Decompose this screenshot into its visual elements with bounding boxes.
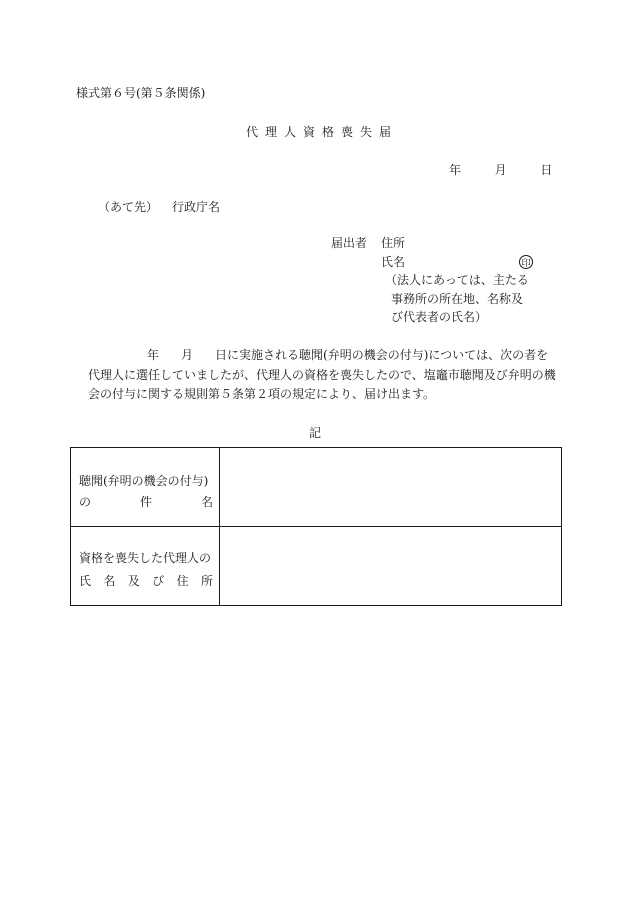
- records-table: [70, 447, 562, 606]
- notifier-label: 届出者: [331, 236, 368, 250]
- corporate-note-line: （法人にあっては、主たる: [385, 273, 529, 287]
- label-char: 住: [176, 574, 189, 588]
- label-char: 件: [139, 495, 152, 509]
- label-char: 及: [127, 574, 140, 588]
- ki-heading: 記: [309, 426, 322, 440]
- corporate-note-line: 事務所の所在地、名称及: [391, 292, 524, 306]
- addressee-name: 行政庁名: [172, 200, 221, 214]
- body-month: 月: [181, 348, 194, 362]
- body-paragraph-line: 代理人に選任していましたが、代理人の資格を喪失したので、塩竈市聴聞及び弁明の機: [88, 368, 556, 382]
- case-name-label-line1: 聴聞(弁明の機会の付与): [79, 474, 209, 488]
- name-label: 氏名: [381, 255, 406, 269]
- label-char: 氏: [79, 574, 92, 588]
- body-year: 年: [147, 348, 160, 362]
- agent-label-line1: 資格を喪失した代理人の: [79, 551, 212, 565]
- case-name-label-cell: [71, 448, 220, 527]
- label-char: 名: [200, 495, 213, 509]
- body-paragraph-line: [147, 349, 548, 361]
- addressee-prefix: （あて先）: [98, 200, 159, 214]
- body-line1-rest: 日に実施される聴聞(弁明の機会の付与)については、次の者を: [215, 348, 549, 362]
- date-day: 日: [540, 163, 553, 177]
- date-year: 年: [449, 163, 462, 177]
- date-row: [449, 164, 552, 176]
- label-char: 名: [103, 574, 116, 588]
- table-row: [71, 448, 562, 527]
- corporate-note-line: び代表者の氏名）: [391, 310, 488, 324]
- form-number: 様式第６号(第５条関係): [76, 86, 206, 100]
- agent-label-cell: [71, 527, 220, 606]
- date-month: 月: [494, 163, 507, 177]
- addressee: [98, 201, 220, 213]
- body-paragraph-line: 会の付与に関する規則第５条第２項の規定により、届け出ます。: [88, 387, 436, 401]
- document-title: 代理人資格喪失届: [246, 125, 399, 139]
- label-char: 所: [200, 574, 213, 588]
- seal-mark: 印: [519, 255, 533, 269]
- case-name-label-line2: [79, 493, 213, 510]
- address-label: 住所: [381, 236, 406, 250]
- table-row: [71, 527, 562, 606]
- agent-label-line2: [79, 572, 213, 589]
- label-char: の: [79, 495, 92, 509]
- agent-value-cell[interactable]: [220, 527, 562, 606]
- label-char: び: [152, 574, 165, 588]
- case-name-value-cell[interactable]: [220, 448, 562, 527]
